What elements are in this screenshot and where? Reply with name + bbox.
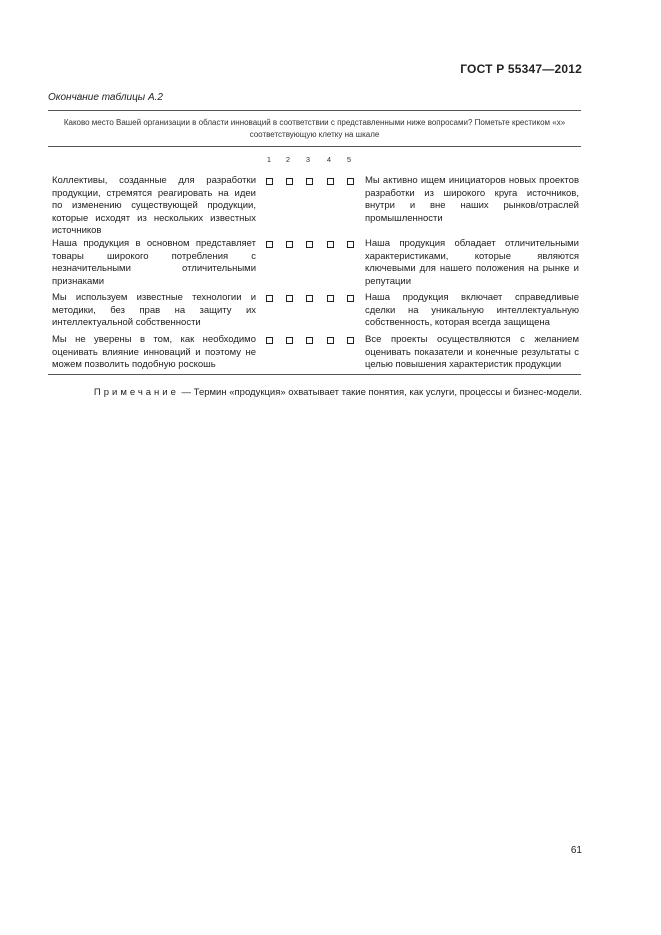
scale-checkbox[interactable] bbox=[306, 178, 313, 185]
row-left-statement: Мы не уверены в том, как необходимо оценивать влияние инноваций и поэтому не можем позволить подобную роскошь bbox=[52, 334, 256, 370]
row-right-statement: Наша продукция обладает отличительными характеристиками, которые являются ключевыми для нашего положения на рынке и репутации bbox=[365, 238, 579, 287]
scale-checkbox[interactable] bbox=[286, 295, 293, 302]
scale-checkbox[interactable] bbox=[286, 337, 293, 344]
scale-checkbox[interactable] bbox=[286, 241, 293, 248]
scale-checkbox[interactable] bbox=[347, 337, 354, 344]
scale-checkbox[interactable] bbox=[327, 337, 334, 344]
scale-checkbox[interactable] bbox=[347, 295, 354, 302]
page-number: 61 bbox=[570, 845, 582, 856]
scale-label-4: 4 bbox=[326, 155, 332, 164]
scale-checkbox[interactable] bbox=[327, 178, 334, 185]
scale-checkbox[interactable] bbox=[306, 241, 313, 248]
scale-checkbox[interactable] bbox=[327, 241, 334, 248]
note-text: — Термин «продукция» охватывает такие понятия, как услуги, процессы и бизнес-модели. bbox=[178, 387, 582, 398]
note-label: Примечание bbox=[93, 387, 179, 398]
table-question: Каково место Вашей организации в области инноваций в соответствии с представленными ниже вопросами? Пометьте крестиком «х» соответствующую клетку на шкале bbox=[63, 118, 566, 139]
scale-checkbox[interactable] bbox=[347, 241, 354, 248]
row-left-statement: Коллективы, созданные для разработки продукции, стремятся реагировать на идеи по изменению существующей продукции, которые исходят из нескольких известных источников bbox=[52, 175, 256, 236]
scale-checkbox[interactable] bbox=[327, 295, 334, 302]
scale-label-5: 5 bbox=[346, 155, 352, 164]
scale-label-3: 3 bbox=[305, 155, 311, 164]
scale-checkbox[interactable] bbox=[306, 337, 313, 344]
table-top-rule bbox=[48, 110, 581, 111]
table-continuation-caption: Окончание таблицы А.2 bbox=[48, 92, 163, 103]
row-left-statement: Мы используем известные технологии и методики, без прав на защиту их интеллектуальной собственности bbox=[52, 292, 256, 328]
scale-checkbox[interactable] bbox=[266, 241, 273, 248]
scale-checkbox[interactable] bbox=[306, 295, 313, 302]
scale-checkbox[interactable] bbox=[266, 337, 273, 344]
table-bottom-rule bbox=[48, 374, 581, 375]
scale-checkbox[interactable] bbox=[266, 295, 273, 302]
standard-number: ГОСТ Р 55347—2012 bbox=[460, 62, 582, 76]
row-left-statement: Наша продукция в основном представляет товары широкого потребления с незначительными отличительными признаками bbox=[52, 238, 256, 287]
row-right-statement: Наша продукция включает справедливые сделки на уникальную интеллектуальную собственность, которая всегда защищена bbox=[365, 292, 579, 328]
scale-checkbox[interactable] bbox=[286, 178, 293, 185]
scale-checkbox[interactable] bbox=[266, 178, 273, 185]
header-rule bbox=[48, 146, 581, 147]
row-right-statement: Мы активно ищем инициаторов новых проектов разработки из широкого круга источников, внутри и вне наших рынков/отраслей промышленности bbox=[365, 175, 579, 224]
scale-label-1: 1 bbox=[266, 155, 272, 164]
scale-checkbox[interactable] bbox=[347, 178, 354, 185]
row-right-statement: Все проекты осуществляются с желанием оценивать показатели и конечные результаты с целью повышения характеристик продукции bbox=[365, 334, 579, 370]
table-note bbox=[94, 387, 582, 398]
scale-label-2: 2 bbox=[285, 155, 291, 164]
